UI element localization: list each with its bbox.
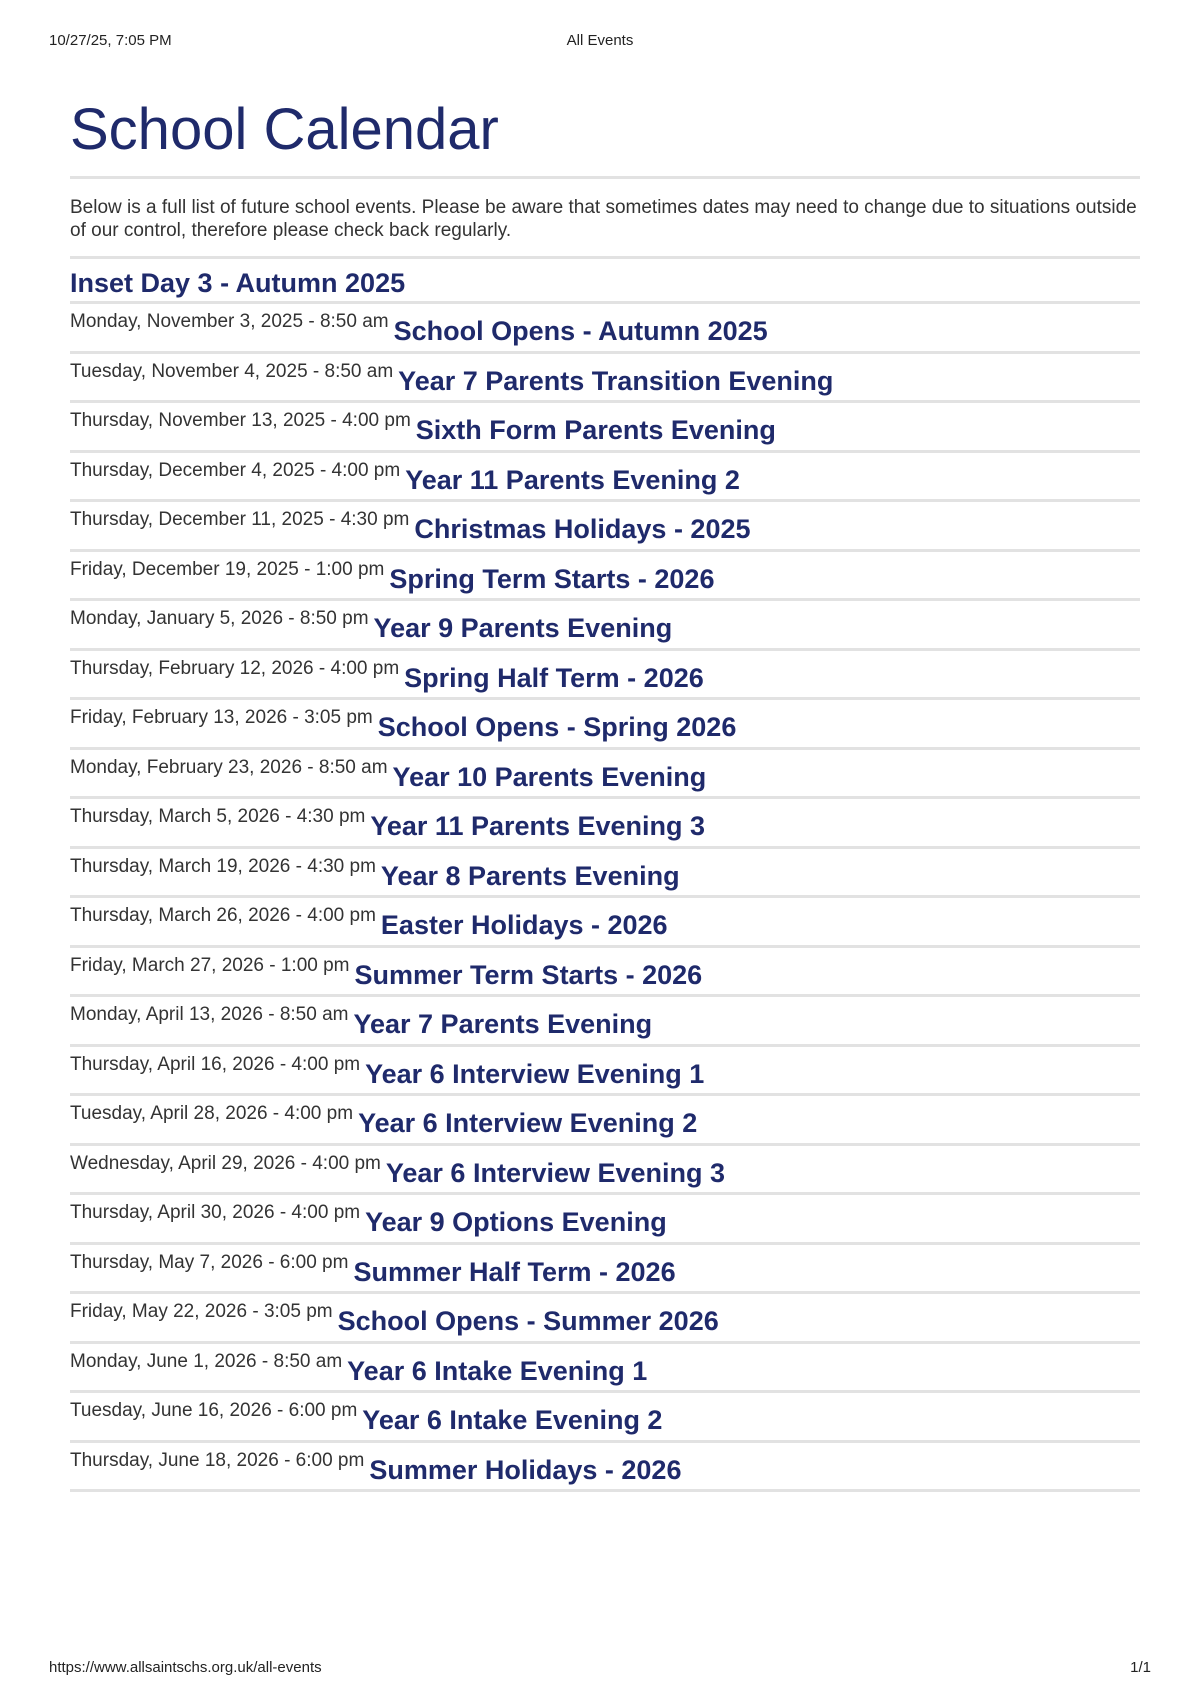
event-date: Thursday, December 4, 2025 - 4:00 pm xyxy=(70,459,401,481)
event-date: Thursday, December 11, 2025 - 4:30 pm xyxy=(70,509,410,530)
event-row xyxy=(70,750,1140,800)
intro-text: Below is a full list of future school events. Please be aware that sometimes dates may need to change due to situations outside of our control, therefore please check back regularly. xyxy=(70,179,1140,259)
print-page-number: 1/1 xyxy=(1130,1659,1151,1676)
event-row xyxy=(70,304,1140,354)
event-title-link[interactable]: Summer Term Starts - 2026 xyxy=(354,959,703,990)
event-row xyxy=(70,1047,1140,1097)
event-row xyxy=(70,1443,1140,1493)
event-date: Wednesday, April 29, 2026 - 4:00 pm xyxy=(70,1152,381,1174)
print-header xyxy=(49,32,1151,52)
event-date: Thursday, April 16, 2026 - 4:00 pm xyxy=(70,1053,361,1075)
print-page-title: All Events xyxy=(566,32,634,49)
event-date: Friday, December 19, 2025 - 1:00 pm xyxy=(70,558,385,580)
event-list xyxy=(70,304,1140,1492)
event-title-link[interactable]: Spring Term Starts - 2026 xyxy=(389,563,715,594)
event-title-link[interactable]: Year 8 Parents Evening xyxy=(380,860,680,891)
event-title-link[interactable]: Year 9 Parents Evening xyxy=(373,613,673,643)
event-row xyxy=(70,799,1140,849)
event-row xyxy=(70,453,1140,503)
event-title-link[interactable]: Year 6 Interview Evening 3 xyxy=(385,1157,726,1188)
event-date: Thursday, March 26, 2026 - 4:00 pm xyxy=(70,905,376,926)
event-title-link[interactable]: Year 9 Options Evening xyxy=(365,1207,667,1237)
print-page-title-wrap xyxy=(49,32,1151,49)
print-url: https://www.allsaintschs.org.uk/all-events xyxy=(49,1659,322,1676)
event-title-link[interactable]: Year 10 Parents Evening xyxy=(392,761,707,792)
event-title-link[interactable]: School Opens - Spring 2026 xyxy=(377,712,737,742)
event-row xyxy=(70,948,1140,998)
event-title-link[interactable]: Sixth Form Parents Evening xyxy=(415,415,776,445)
event-date: Monday, April 13, 2026 - 8:50 am xyxy=(70,1004,349,1025)
event-date: Tuesday, June 16, 2026 - 6:00 pm xyxy=(70,1400,358,1421)
event-date: Monday, February 23, 2026 - 8:50 am xyxy=(70,756,388,778)
event-title-link[interactable]: Inset Day 3 - Autumn 2025 xyxy=(70,268,406,298)
event-row xyxy=(70,1146,1140,1196)
event-row xyxy=(70,1096,1140,1146)
event-row xyxy=(70,700,1140,750)
event-row xyxy=(70,601,1140,651)
event-row xyxy=(70,502,1140,552)
event-date: Friday, May 22, 2026 - 3:05 pm xyxy=(70,1301,333,1322)
event-date: Thursday, March 5, 2026 - 4:30 pm xyxy=(70,806,366,827)
event-row xyxy=(70,1245,1140,1295)
event-date: Thursday, June 18, 2026 - 6:00 pm xyxy=(70,1449,365,1471)
event-date: Tuesday, April 28, 2026 - 4:00 pm xyxy=(70,1103,354,1124)
event-date: Thursday, November 13, 2025 - 4:00 pm xyxy=(70,410,411,431)
event-title-link[interactable]: Christmas Holidays - 2025 xyxy=(414,514,751,544)
event-title-link[interactable]: Spring Half Term - 2026 xyxy=(404,662,704,693)
event-title-link[interactable]: School Opens - Autumn 2025 xyxy=(393,316,768,346)
main-content xyxy=(70,92,1140,1492)
event-title-link[interactable]: Summer Half Term - 2026 xyxy=(353,1256,676,1287)
event-title-link[interactable]: Easter Holidays - 2026 xyxy=(380,910,668,940)
print-datetime: 10/27/25, 7:05 PM xyxy=(49,32,172,49)
event-row xyxy=(70,1195,1140,1245)
event-title-link[interactable]: Year 6 Interview Evening 2 xyxy=(358,1108,698,1138)
event-title-link[interactable]: Year 11 Parents Evening 3 xyxy=(370,811,706,841)
event-row xyxy=(70,997,1140,1047)
event-title-link[interactable]: Year 7 Parents Transition Evening xyxy=(398,365,834,396)
event-date: Thursday, March 19, 2026 - 4:30 pm xyxy=(70,855,376,877)
event-date: Thursday, February 12, 2026 - 4:00 pm xyxy=(70,657,400,679)
event-row xyxy=(70,552,1140,602)
event-date: Thursday, April 30, 2026 - 4:00 pm xyxy=(70,1202,361,1223)
print-footer xyxy=(49,1659,1151,1679)
event-title-link[interactable]: Year 6 Intake Evening 1 xyxy=(347,1355,648,1386)
event-row xyxy=(70,1294,1140,1344)
event-date: Friday, February 13, 2026 - 3:05 pm xyxy=(70,707,373,728)
event-date: Thursday, May 7, 2026 - 6:00 pm xyxy=(70,1251,349,1273)
event-date: Monday, January 5, 2026 - 8:50 pm xyxy=(70,608,369,629)
event-date: Tuesday, November 4, 2025 - 8:50 am xyxy=(70,360,394,382)
first-event-row[interactable] xyxy=(70,259,1140,304)
event-row xyxy=(70,1393,1140,1443)
event-title-link[interactable]: Year 6 Intake Evening 2 xyxy=(362,1405,663,1435)
event-row xyxy=(70,849,1140,899)
event-title-link[interactable]: Year 6 Interview Evening 1 xyxy=(365,1058,705,1089)
event-row xyxy=(70,354,1140,404)
event-row xyxy=(70,403,1140,453)
page-title: School Calendar xyxy=(70,92,1140,179)
event-title-link[interactable]: Year 7 Parents Evening xyxy=(353,1009,653,1039)
event-row xyxy=(70,898,1140,948)
event-title-link[interactable]: School Opens - Summer 2026 xyxy=(337,1306,719,1336)
event-title-link[interactable]: Year 11 Parents Evening 2 xyxy=(405,464,740,495)
event-row xyxy=(70,651,1140,701)
event-date: Monday, June 1, 2026 - 8:50 am xyxy=(70,1350,343,1372)
event-title-link[interactable]: Summer Holidays - 2026 xyxy=(369,1454,682,1485)
event-date: Monday, November 3, 2025 - 8:50 am xyxy=(70,311,389,332)
event-date: Friday, March 27, 2026 - 1:00 pm xyxy=(70,954,350,976)
event-row xyxy=(70,1344,1140,1394)
